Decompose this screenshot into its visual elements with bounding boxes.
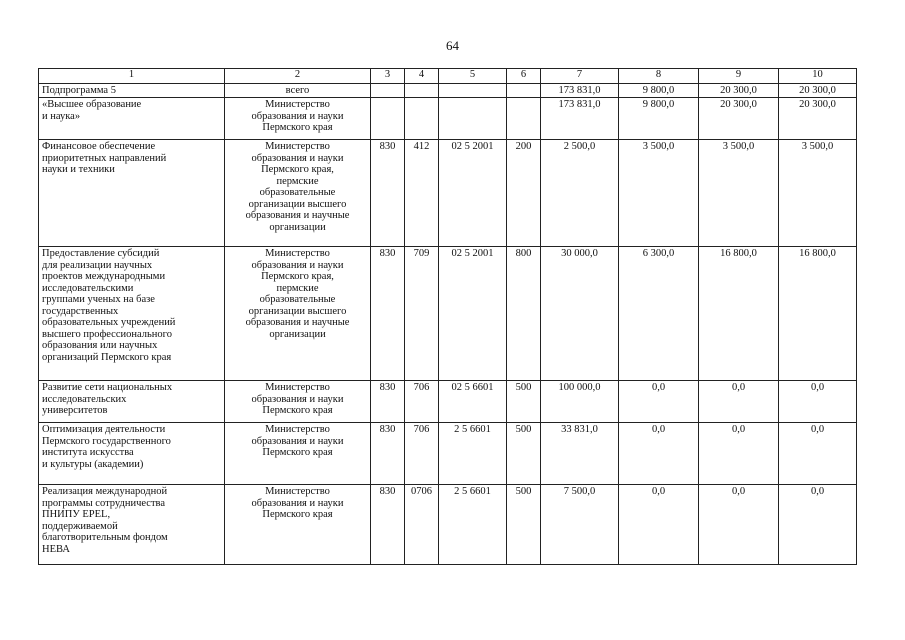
activity-name-cell xyxy=(39,98,225,140)
expense-type-cell: 800 xyxy=(507,247,541,381)
cell-text-line: высшего профессионального xyxy=(42,328,172,340)
section-code-cell xyxy=(405,98,439,140)
amount-cell: 20 300,0 xyxy=(699,84,779,98)
section-code-cell: 709 xyxy=(405,247,439,381)
amount-cell: 16 800,0 xyxy=(699,247,779,381)
admin-code-cell: 830 xyxy=(371,381,405,423)
cell-text-line: организации xyxy=(269,221,326,233)
amount-total-cell: 173 831,0 xyxy=(541,98,619,140)
amount-total-cell: 173 831,0 xyxy=(541,84,619,98)
cell-text-line: организации высшего xyxy=(248,198,347,210)
cell-text-line: образовательные xyxy=(259,187,336,198)
admin-code-cell: 830 xyxy=(371,485,405,565)
cell-text-line: всего xyxy=(285,85,310,96)
cell-text-line: приоритетных направлений xyxy=(42,152,167,164)
section-code-cell: 706 xyxy=(405,423,439,485)
cell-text-line: Реализация международной xyxy=(42,486,168,497)
cell-text-line: пермские xyxy=(276,282,319,294)
amount-total-cell: 33 831,0 xyxy=(541,423,619,485)
cell-text-line: Пермского края xyxy=(262,122,333,133)
expense-type-cell xyxy=(507,84,541,98)
cell-text-line: образования или научных xyxy=(42,340,158,351)
cell-text-line: Министерство xyxy=(265,248,330,259)
amount-cell: 0,0 xyxy=(619,485,699,565)
amount-cell: 0,0 xyxy=(699,485,779,565)
amount-cell: 3 500,0 xyxy=(779,140,857,247)
cell-text-line: благотворительным фондом xyxy=(42,532,168,543)
cell-text-line: образования и науки xyxy=(251,497,344,509)
column-header: 8 xyxy=(619,69,699,84)
amount-cell: 20 300,0 xyxy=(779,84,857,98)
amount-cell: 0,0 xyxy=(699,423,779,485)
cell-text-line: Оптимизация деятельности xyxy=(42,424,166,435)
cell-text-line: Пермского края xyxy=(262,447,333,458)
amount-cell: 6 300,0 xyxy=(619,247,699,381)
amount-cell: 0,0 xyxy=(619,423,699,485)
amount-cell: 20 300,0 xyxy=(699,98,779,140)
table-row xyxy=(39,381,857,423)
target-code-cell xyxy=(439,98,507,140)
cell-text-line: поддерживаемой xyxy=(42,520,118,532)
executor-cell xyxy=(225,98,371,140)
column-header: 7 xyxy=(541,69,619,84)
amount-cell: 0,0 xyxy=(699,381,779,423)
cell-text-line: Пермского края, xyxy=(261,164,334,175)
cell-text-line: организации высшего xyxy=(248,305,347,317)
activity-name-cell xyxy=(39,381,225,423)
cell-text-line: Пермского края xyxy=(262,509,333,520)
expense-type-cell xyxy=(507,98,541,140)
table-row xyxy=(39,485,857,565)
cell-text-line: Пермского края, xyxy=(261,271,334,282)
cell-text-line: образовательных учреждений xyxy=(42,317,176,328)
cell-text-line: и культуры (академии) xyxy=(42,458,144,470)
cell-text-line: образования и научные xyxy=(245,317,350,328)
cell-text-line: исследовательскими xyxy=(42,282,134,294)
amount-cell: 9 800,0 xyxy=(619,84,699,98)
admin-code-cell xyxy=(371,98,405,140)
cell-text-line: исследовательских xyxy=(42,393,127,405)
target-code-cell: 02 5 2001 xyxy=(439,140,507,247)
section-code-cell: 412 xyxy=(405,140,439,247)
target-code-cell: 02 5 6601 xyxy=(439,381,507,423)
target-code-cell: 2 5 6601 xyxy=(439,485,507,565)
column-header: 6 xyxy=(507,69,541,84)
executor-cell xyxy=(225,381,371,423)
expense-type-cell: 500 xyxy=(507,485,541,565)
column-header: 2 xyxy=(225,69,371,84)
amount-cell: 0,0 xyxy=(779,423,857,485)
cell-text-line: института искусства xyxy=(42,447,134,458)
activity-name-cell xyxy=(39,423,225,485)
cell-text-line: и наука» xyxy=(42,110,81,122)
cell-text-line: Пермского края xyxy=(262,405,333,416)
table-row xyxy=(39,423,857,485)
activity-name-cell xyxy=(39,247,225,381)
activity-name-cell xyxy=(39,140,225,247)
cell-text-line: образовательные xyxy=(259,294,336,305)
cell-text-line: образования и науки xyxy=(251,393,344,405)
expense-type-cell: 500 xyxy=(507,423,541,485)
admin-code-cell: 830 xyxy=(371,423,405,485)
cell-text-line: образования и науки xyxy=(251,259,344,271)
column-header: 4 xyxy=(405,69,439,84)
cell-text-line: Финансовое обеспечение xyxy=(42,141,156,152)
cell-text-line: для реализации научных xyxy=(42,259,153,271)
cell-text-line: Развитие сети национальных xyxy=(42,382,173,393)
cell-text-line: науки и техники xyxy=(42,164,115,175)
admin-code-cell xyxy=(371,84,405,98)
table-row xyxy=(39,98,857,140)
cell-text-line: ПНИПУ EPEL, xyxy=(42,509,111,520)
column-header: 9 xyxy=(699,69,779,84)
amount-cell: 16 800,0 xyxy=(779,247,857,381)
section-code-cell: 0706 xyxy=(405,485,439,565)
cell-text-line: организаций Пермского края xyxy=(42,351,172,363)
expense-type-cell: 500 xyxy=(507,381,541,423)
executor-cell xyxy=(225,423,371,485)
cell-text-line: государственных xyxy=(42,305,119,317)
activity-name-cell xyxy=(39,485,225,565)
cell-text-line: группами ученых на базе xyxy=(42,294,155,305)
amount-total-cell: 2 500,0 xyxy=(541,140,619,247)
cell-text-line: пермские xyxy=(276,175,319,187)
section-code-cell: 706 xyxy=(405,381,439,423)
cell-text-line: Министерство xyxy=(265,382,330,393)
amount-total-cell: 30 000,0 xyxy=(541,247,619,381)
cell-text-line: Министерство xyxy=(265,99,330,110)
target-code-cell: 02 5 2001 xyxy=(439,247,507,381)
amount-cell: 0,0 xyxy=(779,381,857,423)
target-code-cell: 2 5 6601 xyxy=(439,423,507,485)
cell-text-line: Министерство xyxy=(265,141,330,152)
admin-code-cell: 830 xyxy=(371,247,405,381)
cell-text-line: образования и науки xyxy=(251,435,344,447)
cell-text-line: Предоставление субсидий xyxy=(42,248,160,259)
executor-cell xyxy=(225,247,371,381)
amount-cell: 3 500,0 xyxy=(619,140,699,247)
column-header: 1 xyxy=(39,69,225,84)
cell-text-line: университетов xyxy=(42,405,108,416)
amount-cell: 0,0 xyxy=(619,381,699,423)
cell-text-line: проектов международными xyxy=(42,271,166,282)
table-header-row xyxy=(39,69,857,84)
target-code-cell xyxy=(439,84,507,98)
amount-total-cell: 100 000,0 xyxy=(541,381,619,423)
budget-table xyxy=(38,68,857,565)
column-header: 3 xyxy=(371,69,405,84)
cell-text-line: НЕВА xyxy=(42,543,70,555)
executor-cell xyxy=(225,485,371,565)
admin-code-cell: 830 xyxy=(371,140,405,247)
column-header: 5 xyxy=(439,69,507,84)
table-row xyxy=(39,140,857,247)
amount-cell: 0,0 xyxy=(779,485,857,565)
section-code-cell xyxy=(405,84,439,98)
executor-cell xyxy=(225,140,371,247)
cell-text-line: образования и науки xyxy=(251,152,344,164)
cell-text-line: «Высшее образование xyxy=(42,99,142,110)
cell-text-line: Подпрограмма 5 xyxy=(42,85,116,96)
expense-type-cell: 200 xyxy=(507,140,541,247)
amount-cell: 20 300,0 xyxy=(779,98,857,140)
table-row xyxy=(39,84,857,98)
amount-cell: 9 800,0 xyxy=(619,98,699,140)
cell-text-line: Пермского государственного xyxy=(42,435,171,447)
cell-text-line: Министерство xyxy=(265,424,330,435)
column-header: 10 xyxy=(779,69,857,84)
cell-text-line: организации xyxy=(269,328,326,340)
cell-text-line: программы сотрудничества xyxy=(42,497,166,509)
cell-text-line: образования и науки xyxy=(251,110,344,122)
table-row xyxy=(39,247,857,381)
executor-cell xyxy=(225,84,371,98)
page-number: 64 xyxy=(446,38,459,53)
amount-total-cell: 7 500,0 xyxy=(541,485,619,565)
cell-text-line: Министерство xyxy=(265,486,330,497)
cell-text-line: образования и научные xyxy=(245,210,350,221)
activity-name-cell xyxy=(39,84,225,98)
amount-cell: 3 500,0 xyxy=(699,140,779,247)
